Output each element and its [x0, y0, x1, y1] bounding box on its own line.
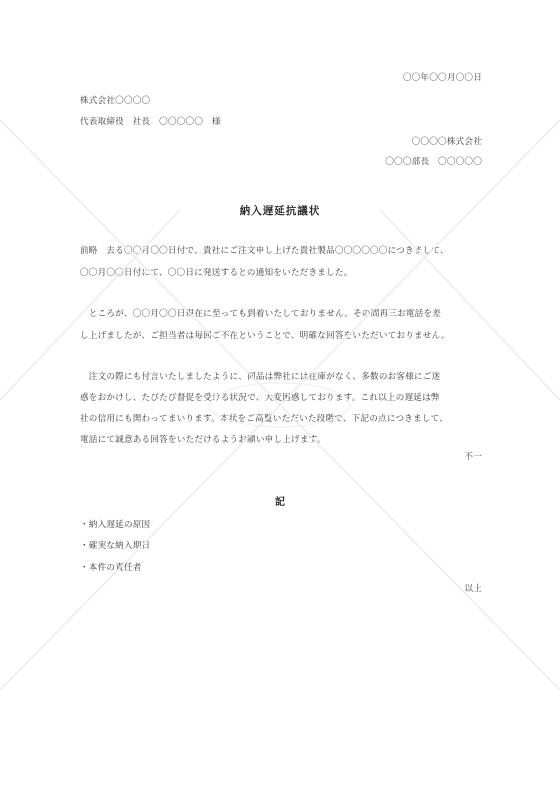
recipient-person: 代表取締役 社長 〇〇〇〇〇 様 — [80, 117, 221, 127]
body-line: 惑をおかけし、たびたび督促を受ける状況で、大変困惑しております。これ以上の遅延は弊 — [80, 393, 440, 403]
list-item: ・本件の責任者 — [80, 563, 142, 573]
sender-company: 〇〇〇〇株式会社 — [411, 137, 482, 147]
body-line: 前略 去る〇〇月〇〇日付で、貴社にご注文申し上げた貴社製品〇〇〇〇〇〇につきまして、 — [80, 246, 449, 256]
list-item: ・納入遅延の原因 — [80, 520, 151, 530]
recipient-company: 株式会社〇〇〇〇 — [80, 96, 151, 106]
body-line: 社の信用にも関わってまいります。本状をご高覧いただいた段階で、下記の点につきまして、 — [80, 414, 449, 424]
body-line: ところが、〇〇月〇〇日現在に至っても到着いたしておりません。その間再三お電話を差 — [80, 309, 442, 319]
document-date: 〇〇年〇〇月〇〇日 — [402, 73, 482, 83]
sender-person: 〇〇〇部長 〇〇〇〇〇 — [385, 157, 482, 167]
body-line: 〇〇月〇〇日付にて、〇〇日に発送するとの通知をいただきました。 — [80, 268, 353, 278]
body-line: 注文の際にも付言いたしましたように、同品は弊社には在庫がなく、多数のお客様にご迷 — [80, 372, 441, 382]
document-title: 納入遅延抗議状 — [239, 205, 321, 217]
end-mark: 以上 — [464, 584, 482, 594]
ki-heading: 記 — [275, 497, 285, 508]
list-item: ・確実な納入期日 — [80, 541, 151, 551]
closing-phrase: 不一 — [464, 452, 482, 462]
body-line: 電話にて誠意ある回答をいただけるようお願い申し上げます。 — [80, 435, 326, 445]
body-line: し上げましたが、ご担当者は毎回ご不在ということで、明確な回答をいただいておりません。 — [80, 331, 450, 341]
